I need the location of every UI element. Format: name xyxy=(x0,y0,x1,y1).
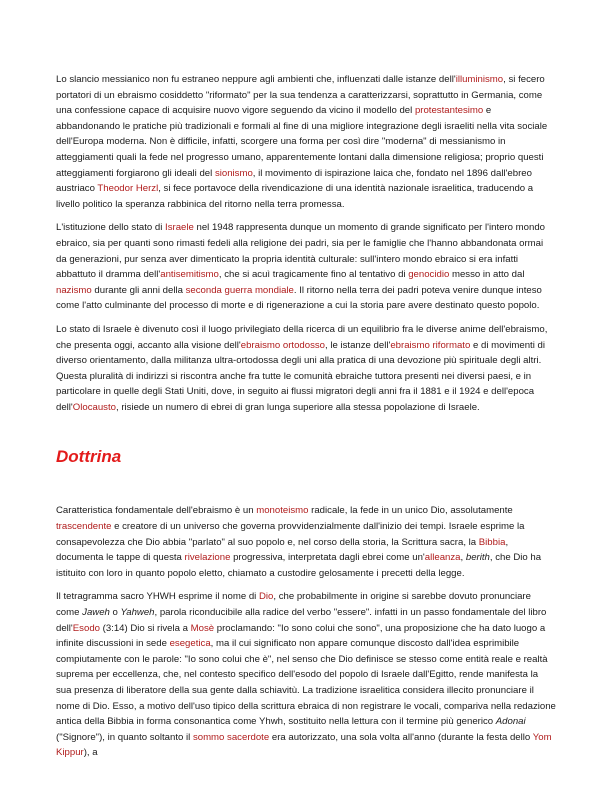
text-run: , parola riconducibile alla radice del verbo "essere". infatti in un passo fondamentale del libro dell' xyxy=(56,607,547,634)
inline-link[interactable]: nazismo xyxy=(56,284,92,296)
text-run: durante gli anni della xyxy=(91,284,186,296)
text-run: , xyxy=(460,552,466,564)
text-run: ), a xyxy=(83,747,98,759)
inline-link[interactable]: alleanza xyxy=(424,552,461,564)
text-run: e creatore di un universo che governa provvidenzialmente dall'inizio dei tempi. Israele esprime la consapevolezza che Dio abbia "parlato" al suo popolo e, nel corso della storia, la Scrittura sacra, la xyxy=(56,521,525,548)
text-run: o xyxy=(109,607,121,619)
paragraph-state-of-israel xyxy=(56,220,556,314)
inline-link[interactable]: protestantesimo xyxy=(414,105,484,117)
inline-link[interactable]: ebraismo riformato xyxy=(390,339,471,351)
text-run: , documenta le tappe di questa xyxy=(56,536,509,564)
inline-link[interactable]: sommo sacerdote xyxy=(192,731,270,743)
text-run: ("Signore"), in quanto soltanto il xyxy=(56,731,193,743)
text-run: , che si acuì tragicamente fino al tentativo di xyxy=(218,269,409,281)
text-run: messo in atto dal xyxy=(449,269,525,281)
inline-link[interactable]: rivelazione xyxy=(184,552,231,564)
paragraph-monotheism xyxy=(56,503,556,581)
text-run: , si fece portavoce della rivendicazione di una identità nazionale israelitica, traducendo a livello politico la speranza rabbinica del ritorno nella terra promessa. xyxy=(56,183,534,210)
text-run: Il tetragramma sacro YHWH esprime il nome di xyxy=(56,591,259,603)
text-run: progressiva, interpretata dagli ebrei come un' xyxy=(230,552,425,564)
text-run: Lo slancio messianico non fu estraneo neppure agli ambienti che, influenzati dalle istanze dell' xyxy=(56,74,456,85)
inline-link[interactable]: Mosè xyxy=(190,622,215,634)
paragraph-tetragram xyxy=(56,589,556,761)
text-run: , che Dio ha istituito con loro in quanto popolo eletto, chiamato a custodire gelosamente i precetti della legge. xyxy=(56,552,542,579)
text-run: , ma il cui significato non appare comunque discosto dall'idea esprimibile compiutamente con le parole: "Io sono colui che è", nel senso che Dio definisce se stesso come entità reale e realtà suprema per eccellenza, che, nel contesto specifico dell'esodo del popolo di Israele dall'Egitto, rende manifesta la sua presenza di liberatore della sua gente dalla schiavitù. La tradizione israelitica considera illecito pronunciare il nome di Dio. Esso, a motivo dell'uso tipico della scrittura ebraica di non registrare le vocali, compariva nella redazione antica della Bibbia in forma consonantica come Yhwh, sostituito nella lettura con il termine più generico xyxy=(56,638,556,728)
inline-link[interactable]: illuminismo xyxy=(455,74,504,85)
inline-link[interactable]: sionismo xyxy=(214,167,253,179)
inline-link[interactable]: Yom Kippur xyxy=(56,731,552,759)
inline-link[interactable]: Theodor Herzl xyxy=(97,183,159,195)
text-run: , il movimento di ispirazione laica che, fondato nel 1896 dall'ebreo austriaco xyxy=(56,167,532,195)
inline-link[interactable]: Dio xyxy=(258,591,274,603)
text-run: . Il ritorno nella terra dei padri poteva venire dunque inteso come l'atto culminante del processo di morte e di rigenerazione a cui la storia pare avere destinato questo popolo. xyxy=(56,284,542,312)
italic-term: Adonai xyxy=(495,716,526,728)
inline-link[interactable]: Olocausto xyxy=(72,401,116,413)
inline-link[interactable]: Israele xyxy=(165,222,194,234)
text-run: radicale, la fede in un unico Dio, assolutamente xyxy=(308,505,513,517)
text-run: Caratteristica fondamentale dell'ebraismo è un xyxy=(56,505,257,517)
text-run: Lo stato di Israele è divenuto così il luogo privilegiato della ricerca di un equilibrio fra le diverse anime dell'ebraismo, che presenta oggi, accanto alla visione dell' xyxy=(56,323,548,351)
inline-link[interactable]: genocidio xyxy=(408,269,450,281)
inline-link[interactable]: seconda guerra mondiale xyxy=(185,284,294,296)
inline-link[interactable]: monoteismo xyxy=(256,505,309,517)
italic-term: Yahweh xyxy=(120,607,155,619)
inline-link[interactable]: ebraismo ortodosso xyxy=(240,339,326,351)
paragraph-equilibrium xyxy=(56,322,556,416)
text-run: nel 1948 rappresenta dunque un momento di grande significato per l'intero mondo ebraico, sia per quanti sono rimasti fedeli alla religione dei padri, sia per le famiglie che l'hanno abbandonata ormai da generazioni, pur senza aver dimenticato la propria identità culturale: sull'intero mondo ebraico si era infatti abbattuto il dramma dell' xyxy=(56,222,545,281)
paragraph-messianism xyxy=(56,72,556,212)
text-run: , le istanze dell' xyxy=(325,339,391,351)
inline-link[interactable]: antisemitismo xyxy=(160,269,219,281)
text-run: e abbandonando le pratiche più tradizionali e formali al fine di una migliore integrazione degli israeliti nella vita sociale dell'Europa moderna. Non è difficile, infatti, scorgere una forma per così dire "moderna" di messianismo in atteggiamenti quali la fede nel progresso umano, apparentemente lontani dalla dimensione religiosa; proprio questi atteggiamenti forgiarono gli ideali del xyxy=(56,105,548,179)
text-run: proclamando: "Io sono colui che sono", una proposizione che ha dato luogo a infinite discussioni in sede xyxy=(56,622,546,650)
inline-link[interactable]: trascendente xyxy=(56,521,112,533)
text-run: era autorizzato, una sola volta all'anno (durante la festa dello xyxy=(269,731,533,743)
text-run: L'istituzione dello stato di xyxy=(56,222,166,234)
inline-link[interactable]: Bibbia xyxy=(478,536,506,548)
inline-link[interactable]: esegetica xyxy=(169,638,211,650)
text-run: (3:14) Dio si rivela a xyxy=(99,622,191,634)
document-page xyxy=(56,72,556,769)
text-run: e di movimenti di diverso orientamento, dalla militanza ultra-ortodossa degli uni alla pratica di una devozione più spirituale degli altri. Questa pluralità di indirizzi si riscontra anche fra tutte le comunità ebraiche tuttora presenti nei diversi paesi, e in particolare in quelle degli Stati Uniti, dove, in seguito ai flussi migratori degli anni fra il 1881 e il 1924 e dell'epoca dell' xyxy=(56,339,545,413)
italic-term: Jaweh xyxy=(82,607,110,619)
text-run: , risiede un numero di ebrei di gran lunga superiore alla stessa popolazione di Israele. xyxy=(115,401,480,413)
section-heading-dottrina: Dottrina xyxy=(56,447,122,467)
inline-link[interactable]: Esodo xyxy=(72,622,100,634)
text-run: , che probabilmente in origine si sarebbe dovuto pronunciare come xyxy=(56,591,531,619)
text-run: , si fecero portatori di un ebraismo cosiddetto "riformato" per la sua tendenza a caratterizzarsi, soprattutto in Germania, come una confessione capace di acquisire nuovo vigore seguendo da vicino il modello del xyxy=(56,74,545,117)
italic-term: berith xyxy=(465,552,490,564)
